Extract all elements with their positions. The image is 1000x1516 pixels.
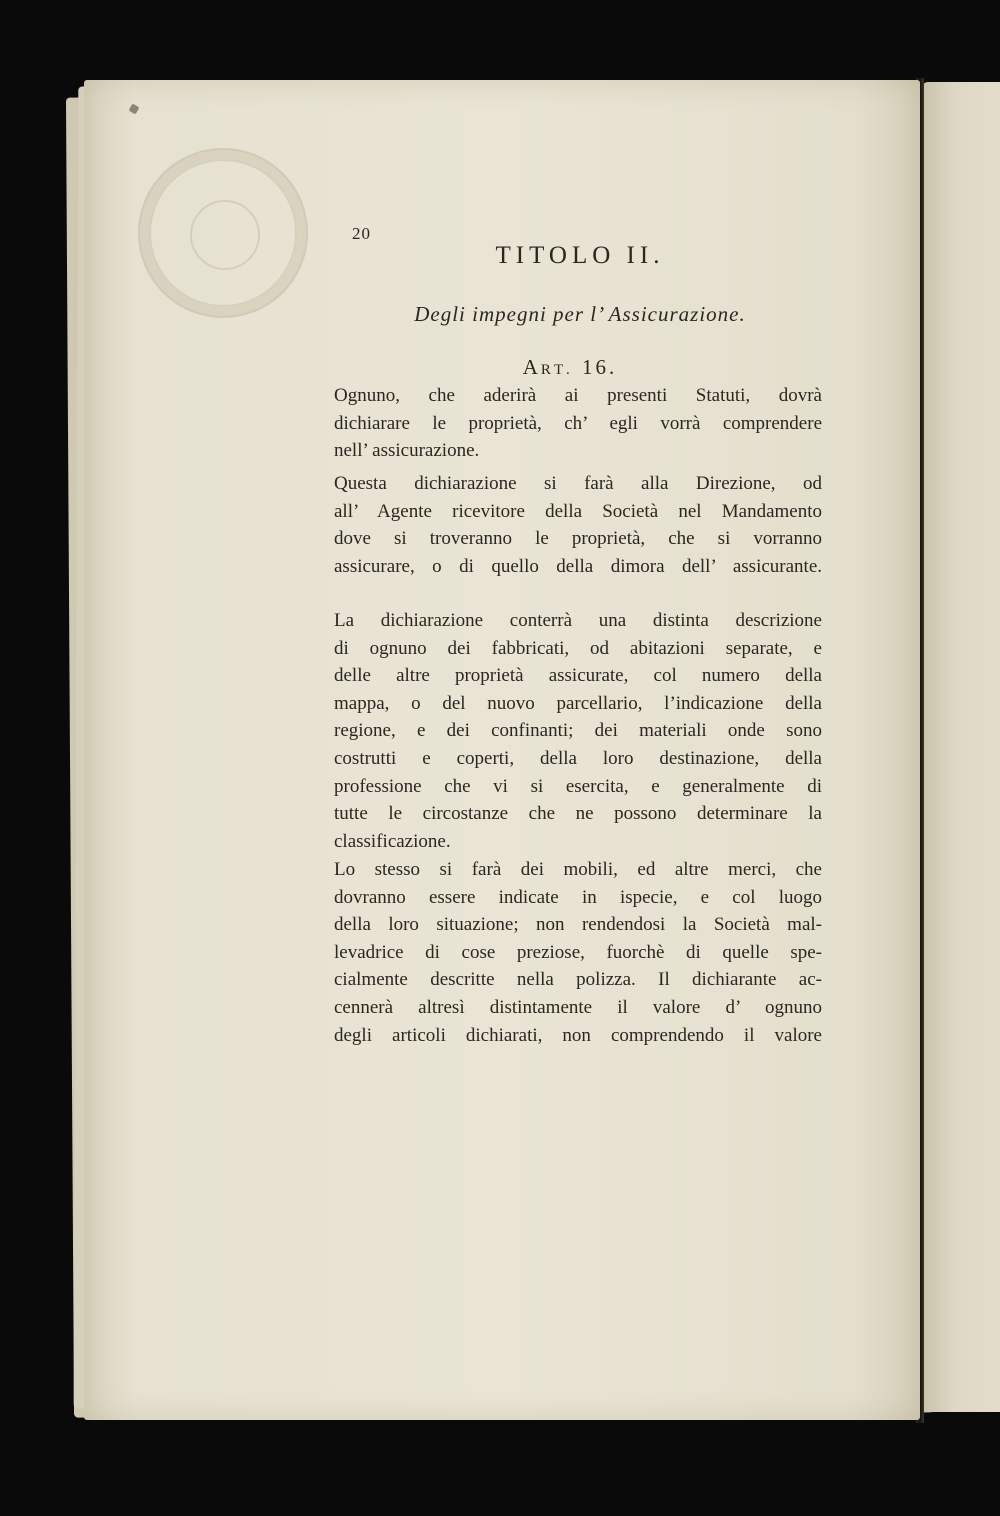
article-heading [470, 355, 670, 380]
text-line: costrutti e coperti, della loro destinazione, della [334, 747, 822, 769]
paragraph [334, 607, 822, 855]
paragraph [334, 470, 822, 580]
seal-center [190, 200, 260, 270]
text-line: della loro situazione; non rendendosi la Società mal- [334, 914, 822, 936]
article-prefix-smallcaps: RT. [540, 362, 574, 378]
paragraph [334, 382, 822, 465]
text-line: Ognuno, che aderirà ai presenti Statuti, dovrà [334, 385, 822, 406]
text-line: classificazione. [334, 830, 451, 852]
text-line: Questa dichiarazione si farà alla Direzione, od [334, 473, 822, 494]
text-line: cialmente descritte nella polizza. Il dichiarante ac- [334, 969, 822, 991]
text-line: La dichiarazione conterrà una distinta descrizione [334, 610, 822, 631]
text-line: tutte le circostanze che ne possono determinare la [334, 803, 822, 825]
text-line: nell’ assicurazione. [334, 440, 480, 462]
text-line: delle altre proprietà assicurate, col numero della [334, 665, 822, 687]
article-prefix: A [522, 355, 541, 379]
text-line: levadrice di cose preziose, fuorchè di quelle spe- [334, 941, 822, 963]
facing-page [922, 82, 1000, 1412]
text-line: all’ Agente ricevitore della Società nel Mandamento [334, 500, 822, 522]
article-number: 16. [582, 355, 618, 379]
text-line: dove si troveranno le proprietà, che si vorranno [334, 528, 822, 550]
page-number: 20 [352, 224, 371, 243]
paragraph [334, 856, 822, 1049]
page-title: TITOLO II. [495, 242, 665, 269]
text-line: assicurare, o di quello della dimora dell’ assicurante. [334, 555, 822, 577]
text-line: mappa, o del nuovo parcellario, l’indicazione della [334, 692, 822, 714]
text-line: Lo stesso si farà dei mobili, ed altre merci, che [334, 859, 822, 880]
text-line: dovranno essere indicate in ispecie, e col luogo [334, 886, 822, 908]
text-line: dichiarare le proprietà, ch’ egli vorrà comprendere [334, 412, 822, 434]
text-line: cennerà altresì distintamente il valore d’ ognuno [334, 996, 822, 1018]
section-subtitle: Degli impegni per l’ Assicurazione. [414, 302, 746, 326]
text-line: regione, e dei confinanti; dei materiali onde sono [334, 720, 822, 742]
text-line: degli articoli dichiarati, non comprendendo il valore [334, 1024, 822, 1046]
embossed-seal [138, 148, 308, 318]
text-line: professione che vi si esercita, e generalmente di [334, 775, 822, 797]
text-line: di ognuno dei fabbricati, od abitazioni separate, e [334, 637, 822, 659]
